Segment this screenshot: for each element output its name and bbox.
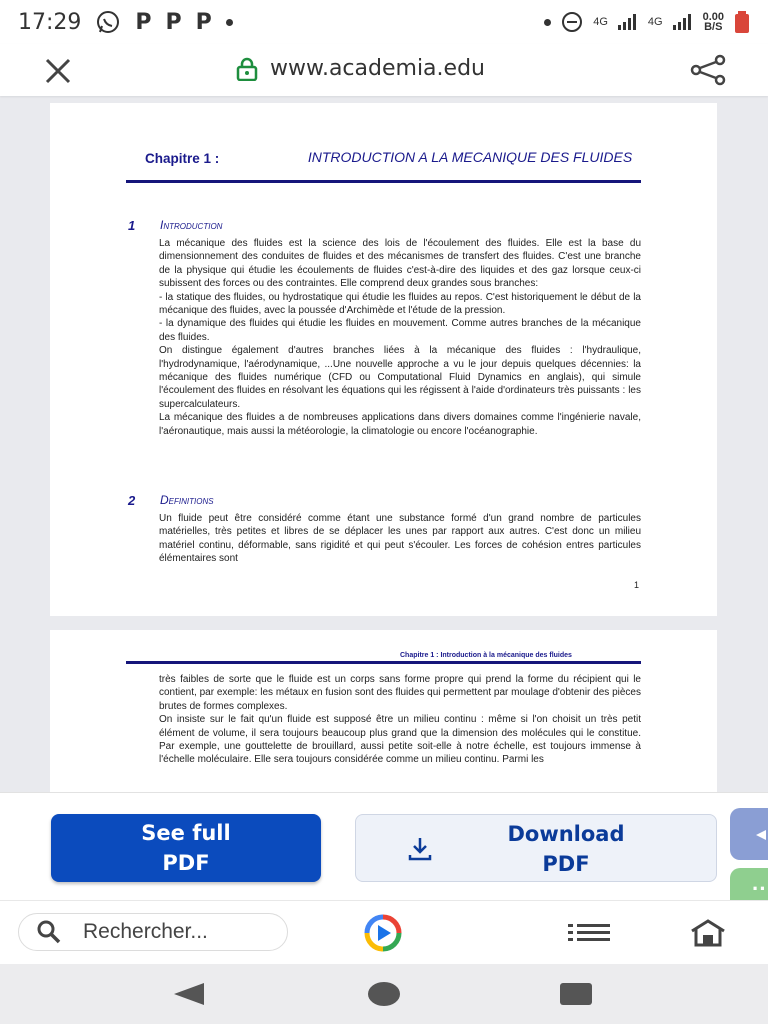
section-2-body (159, 512, 641, 566)
whatsapp-icon (95, 9, 121, 35)
tabs-list-icon[interactable] (568, 923, 610, 943)
battery-icon (734, 11, 750, 33)
document-page-1[interactable] (50, 103, 717, 616)
section-title: Introduction (160, 218, 223, 232)
share-icon (688, 54, 728, 86)
see-full-label-pdf: PDF (162, 851, 210, 875)
section-title: Definitions (160, 493, 214, 507)
header-rule (126, 661, 641, 664)
section-number: 2 (128, 493, 136, 508)
signal-bars-icon (673, 14, 693, 30)
do-not-disturb-icon (561, 11, 583, 33)
system-nav-bar (0, 964, 768, 1024)
side-share-tab[interactable] (730, 808, 768, 860)
notification-dot-icon (544, 19, 551, 26)
section-number: 1 (128, 218, 136, 233)
chapter-label: Chapitre 1 : (145, 151, 220, 166)
home-nav-button[interactable] (368, 982, 400, 1006)
browser-toolbar (0, 44, 768, 96)
section-1-body (159, 237, 641, 438)
close-button[interactable] (40, 56, 76, 86)
browser-bottom-bar (0, 900, 768, 964)
paragraph: Un fluide peut être considéré comme étant une substance formé d'un grand nombre de particules matérielles, très petites et libres de se déplacer les unes par rapport aux autres. C'est donc un milieu matériel continu, déformable, sans rigidité et qui peut s'écouler. Les forces de cohésion entres particules élémentaires sont (159, 513, 641, 565)
running-head: Chapitre 1 : Introduction à la mécanique des fluides (400, 652, 572, 659)
download-label: Download (507, 822, 625, 846)
paragraph: On distingue également d'autres branches liées à la mécanique des fluides : l'hydraulique, l'hydrodynamique, l'aérodynamique, ...Une nouvelle approche a vu le jour depuis quelques décennies: la mécanique des fluides numérique (CFD ou Computational Fluid Dynamics en anglais), qui simule l'écoulement des fluides en résolvant les équations qui les régissent à l'aide d'ordinateurs très puissants : les supercalculateurs. (159, 345, 641, 410)
p-icon: P (165, 9, 182, 35)
see-full-pdf-button[interactable] (51, 814, 321, 882)
search-icon (35, 918, 63, 946)
download-icon (406, 835, 434, 863)
network-4g-label-2: 4G (647, 16, 663, 28)
p-icon: P (195, 9, 212, 35)
paragraph: très faibles de sorte que le fluide est un corps sans forme propre qui prend la forme du récipient qui le contient, par exemple: les métaux en fusion sont des fluides qui permettent par moulage d'obtenir des pièces brutes de formes complexes. (159, 674, 641, 712)
chapter-title: INTRODUCTION A LA MECANIQUE DES FLUIDES (307, 149, 633, 165)
document-page-2[interactable] (50, 630, 717, 800)
search-placeholder: Rechercher... (83, 920, 208, 943)
assistant-button[interactable] (352, 913, 414, 953)
back-icon[interactable] (172, 982, 206, 1006)
lock-icon (236, 57, 258, 81)
data-speed: 0.00 B/S (702, 11, 724, 33)
signal-bars-icon (618, 14, 638, 30)
paragraph: - la statique des fluides, ou hydrostatique qui étudie les fluides au repos. C'est historiquement le début de la mécanique des fluides, avec la poussée d'Archimède et l'étude de la pression. (159, 291, 641, 317)
status-bar (0, 0, 768, 44)
download-pdf-button[interactable] (355, 814, 717, 882)
notification-dot-icon (226, 19, 233, 26)
pdf-action-bar (0, 792, 768, 900)
play-assistant-icon (352, 913, 414, 953)
url-bar[interactable] (236, 56, 485, 81)
chapter-heading (145, 150, 645, 166)
see-full-label: See full (141, 821, 231, 845)
paragraph: On insiste sur le fait qu'un fluide est supposé être un milieu continu : même si l'on choisit un très petit élément de volume, il sera toujours beaucoup plus grand que la dimension des molécules qui le constitue. Par exemple, une gouttelette de brouillard, aussi petite soit-elle à notre échelle, est toujours immense à l'échelle moléculaire. Elle sera toujours considérée comme un milieu continu. Parmi les (159, 714, 641, 766)
paragraph: La mécanique des fluides est la science des lois de l'écoulement des fluides. Elle est la base du dimensionnement des conduites de fluides et des mécanismes de transfert des fluides. C'est une branche de la physique qui étudie les écoulements de fluides c'est-à-dire des liquides et des gaz lorsque ceux-ci subissent des forces ou des contraintes. Elle comprend deux grandes sous branches: (159, 238, 641, 290)
chapter-rule (126, 180, 641, 183)
status-time: 17:29 (18, 9, 82, 35)
search-input[interactable] (18, 913, 288, 951)
url-text: www.academia.edu (270, 56, 485, 81)
recent-apps-button[interactable] (560, 983, 592, 1005)
share-button[interactable] (688, 54, 728, 86)
network-4g-label: 4G (593, 16, 608, 28)
paragraph: - la dynamique des fluides qui étudie les fluides en mouvement. Comme autres branches de la mécanique des fluides. (159, 318, 641, 343)
home-icon[interactable] (689, 919, 727, 947)
page-number: 1 (634, 580, 640, 590)
close-icon (43, 56, 73, 86)
p-icon: P (135, 9, 152, 35)
paragraph: La mécanique des fluides a de nombreuses applications dans divers domaines comme l'ingénierie navale, l'aéronautique, mais aussi la météorologie, la climatologie ou encore l'océanographie. (159, 412, 641, 437)
page-2-body (159, 673, 641, 767)
download-label-pdf: PDF (542, 852, 590, 876)
